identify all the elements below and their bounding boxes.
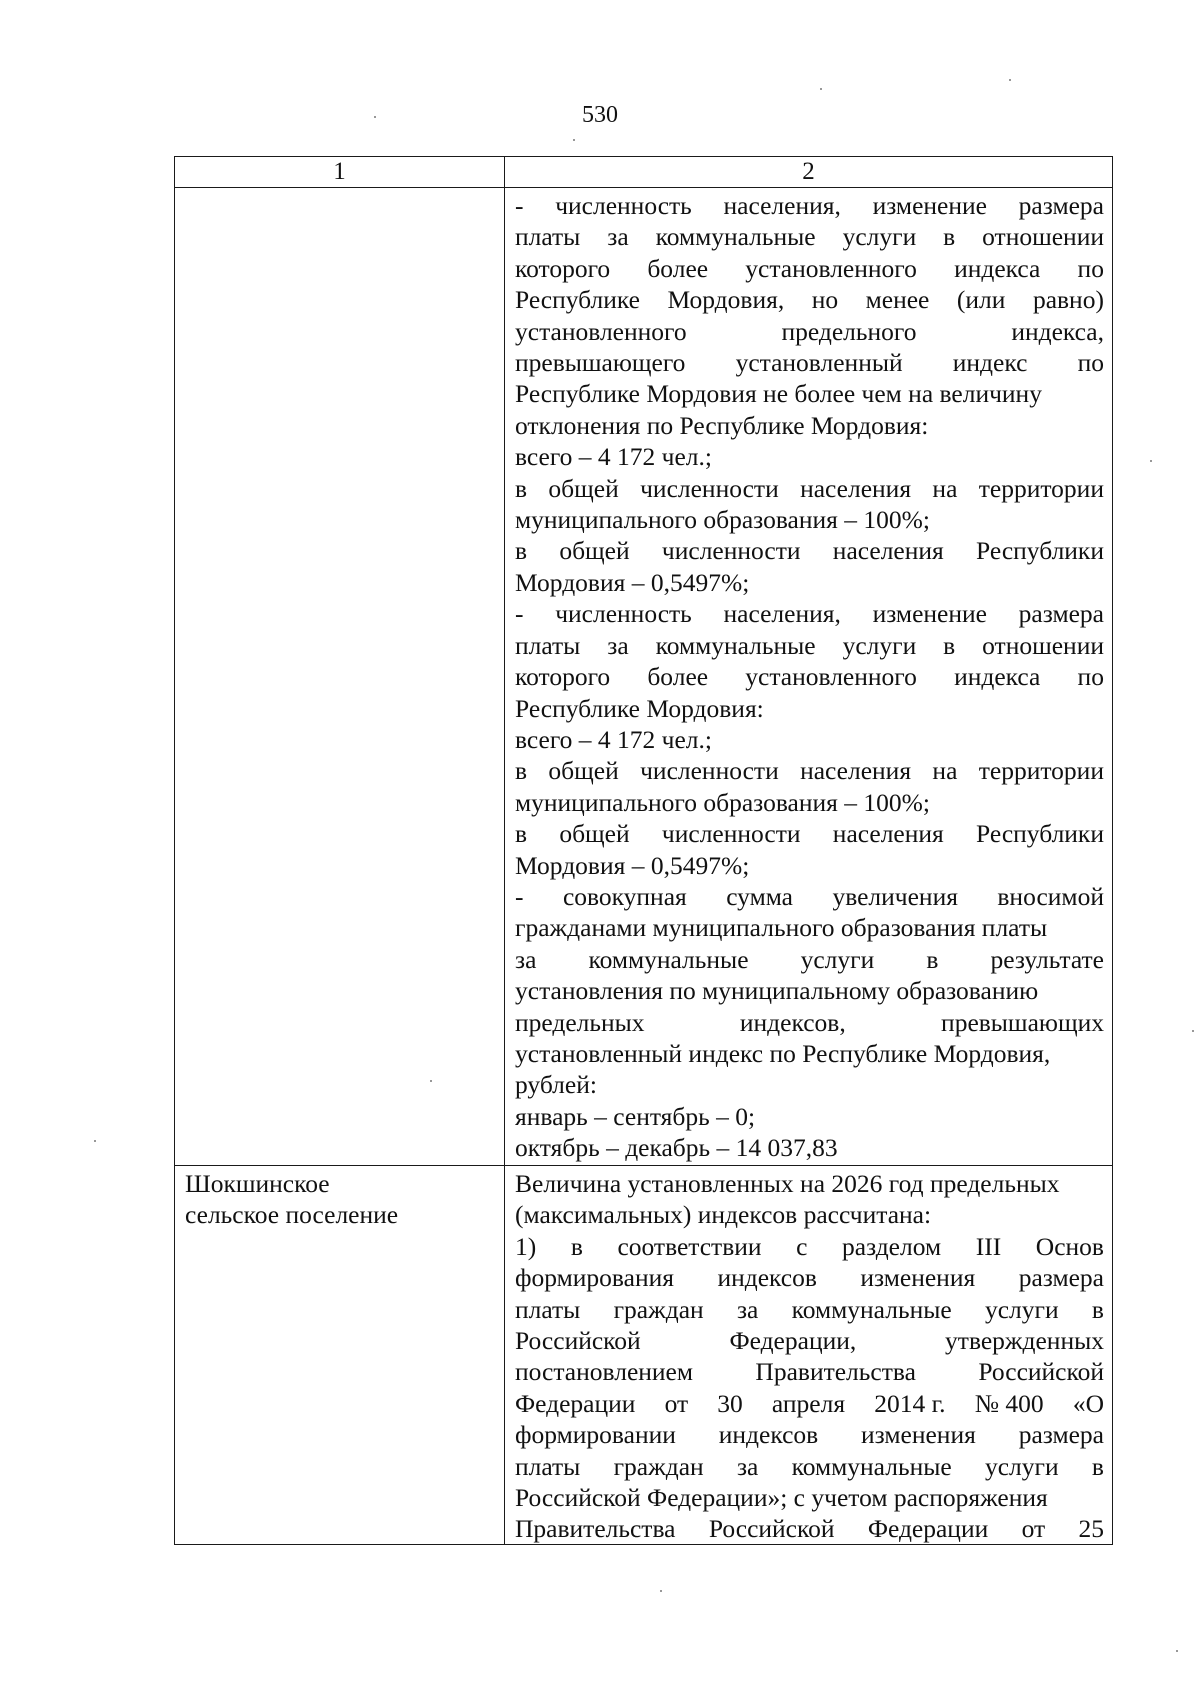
word: коммунальные — [588, 944, 749, 974]
word: превышающих — [941, 1007, 1104, 1037]
column-header-2: 2 — [505, 157, 1113, 188]
cell-text-line: установленный индекс по Республике Мордовия, — [515, 1038, 1051, 1068]
word: населения — [832, 819, 944, 849]
word: граждан — [613, 1451, 704, 1481]
word: индекс — [952, 348, 1028, 378]
word: Российской — [708, 1514, 835, 1544]
word: апреля — [771, 1388, 846, 1418]
word: вносимой — [997, 881, 1104, 911]
word: на — [932, 756, 958, 786]
cell-text-line: рублей: — [515, 1070, 597, 1100]
word: изменения — [861, 1420, 976, 1450]
word: Российской — [515, 1326, 641, 1356]
word: численность — [555, 599, 692, 629]
word: установленный — [735, 348, 903, 378]
left-cell — [175, 1166, 505, 1545]
word: индекса, — [1011, 316, 1104, 346]
word: постановлением — [515, 1357, 694, 1387]
word: формирования — [515, 1263, 674, 1293]
cell-text-line — [515, 661, 1104, 692]
scan-speck — [1192, 1030, 1194, 1032]
cell-text-line: сельское поселение — [185, 1200, 399, 1230]
word: населения — [800, 756, 912, 786]
left-cell-content — [175, 1166, 504, 1231]
word: - — [515, 191, 524, 220]
column-header-1: 1 — [175, 157, 505, 188]
scan-speck — [1009, 79, 1011, 81]
right-cell — [505, 1166, 1113, 1545]
cell-text-line: Величина установленных на 2026 год предельных — [515, 1169, 1060, 1198]
left-cell — [175, 188, 505, 1166]
scan-speck — [820, 88, 822, 90]
word: отношении — [982, 630, 1104, 660]
cell-text-line: Мордовия – 0,5497%; — [515, 850, 750, 880]
cell-text-line: муниципального образования – 100%; — [515, 787, 930, 817]
left-cell-content — [175, 188, 504, 190]
cell-text-line — [515, 284, 1104, 315]
cell-text-line — [515, 221, 1104, 252]
word: в — [1091, 1294, 1104, 1324]
word: Правительства — [755, 1357, 916, 1387]
cell-text-line — [515, 881, 1104, 912]
scan-speck — [1150, 460, 1152, 462]
cell-text-line — [515, 190, 1104, 221]
word: численность — [555, 191, 692, 220]
word: в — [515, 819, 528, 849]
cell-text-line — [515, 1262, 1104, 1293]
cell-text-line — [515, 944, 1104, 975]
word: численности — [661, 819, 801, 849]
cell-text-line — [515, 1231, 1104, 1262]
word: индексов, — [739, 1007, 846, 1037]
word: Федерации, — [729, 1326, 857, 1356]
word: за — [736, 1294, 759, 1324]
right-cell — [505, 188, 1113, 1166]
word: по — [1077, 253, 1104, 283]
cell-text-line — [515, 1388, 1104, 1419]
cell-text-line: гражданами муниципального образования платы — [515, 913, 1048, 943]
word: (или — [956, 285, 1006, 315]
word: услуги — [984, 1294, 1059, 1324]
cell-text-line — [515, 630, 1104, 661]
word: от — [664, 1388, 689, 1418]
word: № 400 — [974, 1388, 1044, 1418]
word: - — [515, 881, 524, 911]
cell-text-line: установления по муниципальному образованию — [515, 976, 1039, 1006]
word: территории — [978, 756, 1104, 786]
word: которого — [515, 662, 611, 692]
word: Правительства — [515, 1514, 676, 1544]
word: на — [932, 473, 958, 503]
word: разделом — [842, 1231, 942, 1261]
word: в — [926, 944, 939, 974]
scan-speck — [573, 139, 575, 141]
word: Республике — [515, 285, 640, 315]
word: коммунальные — [655, 222, 816, 252]
cell-text-line — [515, 818, 1104, 849]
word: Мордовия, — [667, 285, 785, 315]
word: 30 — [717, 1388, 743, 1418]
word: Российской — [978, 1357, 1104, 1387]
word: индекса — [954, 662, 1041, 692]
word: 1) — [515, 1231, 537, 1261]
word: изменение — [872, 599, 987, 629]
word: установленного — [745, 253, 917, 283]
word: в — [515, 756, 528, 786]
word: в — [1091, 1451, 1104, 1481]
word: III — [975, 1231, 1002, 1261]
word: с — [796, 1231, 808, 1261]
cell-text-line — [515, 316, 1104, 347]
cell-text-line: отклонения по Республике Мордовия: — [515, 410, 929, 440]
scan-speck — [660, 1590, 662, 1592]
cell-text-line — [515, 1451, 1104, 1482]
cell-text-line — [515, 347, 1104, 378]
word: 25 — [1078, 1514, 1104, 1544]
word: Республики — [976, 819, 1104, 849]
word: в — [943, 222, 956, 252]
word: Федерации — [867, 1514, 989, 1544]
word: общей — [559, 536, 630, 566]
word: за — [515, 944, 537, 974]
word: Основ — [1035, 1231, 1104, 1261]
word: за — [607, 222, 629, 252]
word: коммунальные — [791, 1294, 952, 1324]
word: превышающего — [515, 348, 686, 378]
word: общей — [559, 819, 630, 849]
cell-text-line: январь – сентябрь – 0; — [515, 1101, 756, 1131]
cell-text-line: (максимальных) индексов рассчитана: — [515, 1200, 932, 1230]
right-cell-content — [505, 188, 1112, 1165]
word: в — [570, 1231, 583, 1261]
word: в — [943, 630, 956, 660]
word: более — [647, 662, 709, 692]
scan-speck — [374, 116, 376, 118]
page-number: 530 — [582, 102, 618, 128]
word: населения — [832, 536, 944, 566]
word: Республики — [976, 536, 1104, 566]
word: размера — [1018, 1263, 1104, 1293]
word: 2014 г. — [874, 1388, 946, 1418]
cell-text-line — [515, 253, 1104, 284]
word: размера — [1018, 1420, 1104, 1450]
word: индексов — [718, 1420, 819, 1450]
word: изменения — [860, 1263, 976, 1293]
word: в — [515, 536, 528, 566]
cell-text-line: всего – 4 172 чел.; — [515, 724, 712, 754]
right-cell-content — [505, 1166, 1112, 1544]
word: за — [607, 630, 629, 660]
word: менее — [865, 285, 930, 315]
word: платы — [515, 1451, 581, 1481]
cell-text-line: октябрь – декабрь – 14 037,83 — [515, 1133, 838, 1163]
word: за — [736, 1451, 759, 1481]
word: платы — [515, 1294, 581, 1324]
scan-speck — [1176, 1650, 1178, 1652]
cell-text-line — [515, 1356, 1104, 1387]
word: размера — [1018, 191, 1104, 220]
table-row — [175, 1166, 1113, 1545]
word: по — [1077, 662, 1104, 692]
cell-text-line — [515, 598, 1104, 629]
word: размера — [1018, 599, 1104, 629]
cell-text-line — [515, 1294, 1104, 1325]
word: коммунальные — [655, 630, 816, 660]
word: населения, — [723, 191, 841, 220]
word: коммунальные — [791, 1451, 952, 1481]
cell-text-line: Мордовия – 0,5497%; — [515, 567, 750, 597]
word: услуги — [842, 630, 917, 660]
word: предельного — [781, 316, 917, 346]
word: общей — [548, 473, 619, 503]
cell-text-line — [515, 1007, 1104, 1038]
word: изменение — [872, 191, 987, 220]
word: «О — [1072, 1388, 1104, 1418]
cell-text-line — [515, 1513, 1104, 1544]
word: по — [1077, 348, 1104, 378]
word: которого — [515, 253, 611, 283]
word: предельных — [515, 1007, 645, 1037]
word: индекса — [954, 253, 1041, 283]
document-table — [174, 156, 1113, 1545]
word: населения, — [723, 599, 841, 629]
cell-text-line — [515, 755, 1104, 786]
word: численности — [640, 473, 779, 503]
table-row — [175, 188, 1113, 1166]
cell-text-line — [515, 1325, 1104, 1356]
word: платы — [515, 222, 581, 252]
word: совокупная — [562, 881, 687, 911]
word: утвержденных — [945, 1326, 1104, 1356]
word: платы — [515, 630, 581, 660]
word: услуги — [842, 222, 917, 252]
word: установленного — [515, 316, 687, 346]
cell-text-line — [515, 473, 1104, 504]
word: численности — [640, 756, 779, 786]
word: результате — [990, 944, 1104, 974]
word: установленного — [745, 662, 917, 692]
cell-text-line: всего – 4 172 чел.; — [515, 442, 712, 472]
word: территории — [978, 473, 1104, 503]
word: увеличения — [832, 881, 958, 911]
table-header-row — [175, 157, 1113, 188]
cell-text-line: Шокшинское — [185, 1169, 330, 1198]
word: граждан — [613, 1294, 704, 1324]
word: численности — [661, 536, 801, 566]
cell-text-line — [515, 535, 1104, 566]
word: соответствии — [617, 1231, 762, 1261]
word: услуги — [800, 944, 875, 974]
scan-speck — [430, 1080, 432, 1082]
word: Федерации — [515, 1388, 636, 1418]
word: отношении — [982, 222, 1104, 252]
cell-text-line: Республике Мордовия: — [515, 693, 764, 723]
word: от — [1021, 1514, 1046, 1544]
word: индексов — [717, 1263, 817, 1293]
cell-text-line — [515, 1419, 1104, 1450]
scan-speck — [94, 1140, 96, 1142]
word: - — [515, 599, 524, 629]
word: общей — [548, 756, 619, 786]
word: услуги — [984, 1451, 1059, 1481]
word: более — [647, 253, 709, 283]
word: сумма — [726, 881, 794, 911]
word: в — [515, 473, 528, 503]
word: формировании — [515, 1420, 676, 1450]
word: населения — [800, 473, 912, 503]
word: равно) — [1032, 285, 1104, 315]
word: но — [811, 285, 839, 315]
cell-text-line: Республике Мордовия не более чем на величину — [515, 379, 1042, 409]
cell-text-line: Российской Федерации»; с учетом распоряжения — [515, 1483, 1048, 1513]
cell-text-line: муниципального образования – 100%; — [515, 505, 930, 535]
